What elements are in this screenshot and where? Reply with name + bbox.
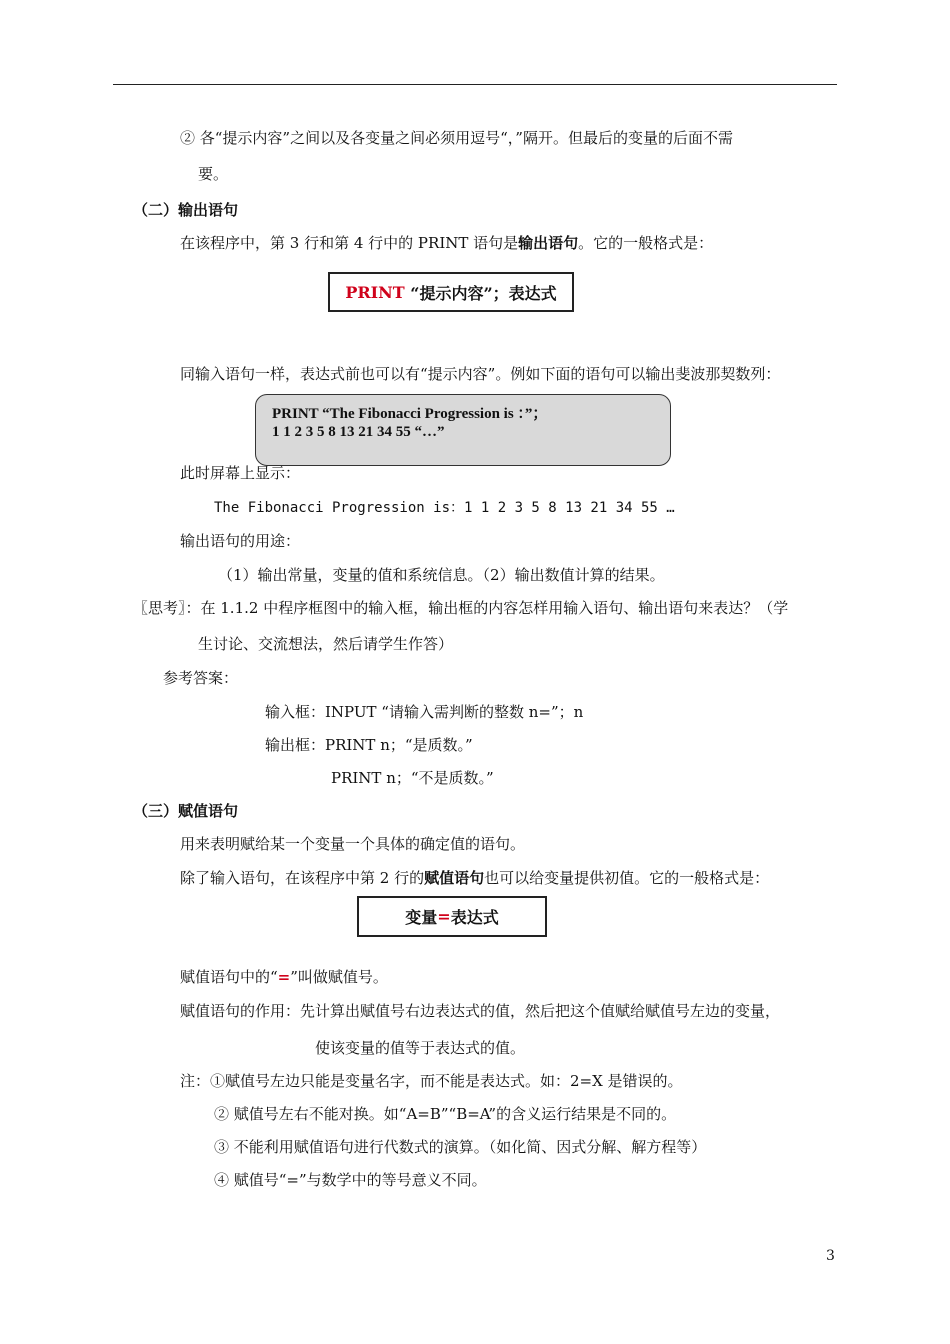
section-heading-assign: （三）赋值语句 (133, 802, 239, 820)
eq-sign: = (277, 968, 291, 986)
paragraph: 赋值语句的作用：先计算出赋值号右边表达式的值，然后把这个值赋给赋值号左边的变量， (180, 1002, 781, 1020)
answer-label: 参考答案： (163, 669, 239, 687)
note-item: ③ 不能利用赋值语句进行代数式的演算。（如化简、因式分解、解方程等） (214, 1138, 707, 1156)
text: ”叫做赋值号。 (290, 968, 388, 986)
note-line-cont: 要。 (198, 165, 229, 183)
paragraph: 输出语句的用途： (180, 532, 301, 550)
paragraph: 同输入语句一样，表达式前也可以有“提示内容”。例如下面的语句可以输出斐波那契数列： (180, 365, 781, 383)
example-code-box (255, 394, 671, 466)
paragraph: 用来表明赋给某一个变量一个具体的确定值的语句。 (180, 835, 526, 853)
think-question-cont: 生讨论、交流想法，然后请学生作答） (198, 635, 454, 653)
note-item: ② 赋值号左右不能对换。如“A=B”“B=A”的含义运行结果是不同的。 (214, 1105, 677, 1123)
text: 在该程序中，第 3 行和第 4 行中的 PRINT 语句是 (180, 234, 519, 252)
think-question: 〖思考〗：在 1.1.2 中程序框图中的输入框，输出框的内容怎样用输入语句、输出语句来表达？（学 (133, 599, 789, 617)
note-line: ② 各“提示内容”之间以及各变量之间必须用逗号“，”隔开。但最后的变量的后面不需 (180, 129, 733, 147)
text: 也可以给变量提供初值。它的一般格式是： (484, 869, 770, 887)
bold-term: 赋值语句 (424, 869, 485, 887)
screen-output: The Fibonacci Progression is：1 1 2 3 5 8 13 21 34 55 … (214, 500, 675, 516)
bold-term: 输出语句 (518, 234, 579, 252)
paragraph-cont: 使该变量的值等于表达式的值。 (315, 1039, 526, 1057)
paragraph (180, 967, 388, 987)
assign-var: 变量 (405, 908, 438, 927)
paragraph: 此时屏幕上显示： (180, 464, 301, 482)
assign-eq: = (437, 907, 451, 926)
paragraph: （1）输出常量，变量的值和系统信息。（2）输出数值计算的结果。 (218, 566, 665, 584)
answer-line: 输入框：INPUT “请输入需判断的整数 n=”；n (265, 703, 584, 721)
text: 赋值语句中的“ (180, 968, 278, 986)
text: 。它的一般格式是： (578, 234, 714, 252)
code-line: 1 1 2 3 5 8 13 21 34 55 “…” (272, 424, 445, 440)
answer-line: PRINT n；“不是质数。” (331, 769, 494, 787)
section-heading-output: （二）输出语句 (133, 201, 239, 219)
note-item: 注：①赋值号左边只能是变量名字，而不能是表达式。如：2=X 是错误的。 (180, 1072, 683, 1090)
print-keyword: PRINT (345, 282, 405, 302)
print-format-box (328, 272, 574, 312)
page-number: 3 (826, 1248, 835, 1264)
paragraph (180, 868, 769, 888)
header-rule (113, 84, 837, 85)
text: 除了输入语句，在该程序中第 2 行的 (180, 869, 425, 887)
note-item: ④ 赋值号“=”与数学中的等号意义不同。 (214, 1171, 487, 1189)
assign-expr: 表达式 (450, 908, 499, 927)
paragraph (180, 233, 713, 253)
print-format-text: “提示内容”；表达式 (404, 283, 557, 303)
answer-line: 输出框：PRINT n；“是质数。” (265, 736, 473, 754)
assign-format-box (357, 896, 547, 937)
code-line: PRINT “The Fibonacci Progression is ：”； (272, 406, 548, 422)
